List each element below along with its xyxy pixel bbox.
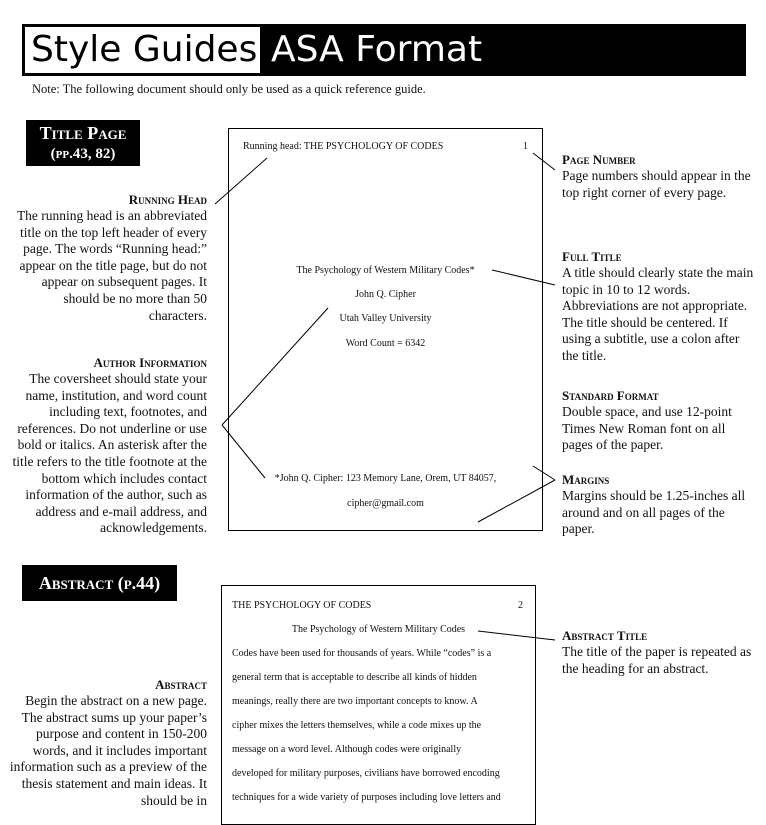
abstract-title-heading: Abstract Title — [562, 628, 648, 643]
margins-body: Margins should be 1.25-inches all around and on all pages of the paper. — [562, 488, 746, 537]
standard-format-body: Double space, and use 12-point Times New Roman font on all pages of the paper. — [562, 404, 732, 453]
abstract-sample-line: general term that is acceptable to describe all kinds of hidden — [232, 672, 477, 683]
running-head-body: The running head is an abbreviated title on the top left header of every page. The words “Running head:” appear on the title page, but do not appear on subsequent pages. It should be no more than 50 characters. — [16, 208, 207, 323]
abstract-title-body: The title of the paper is repeated as the heading for an abstract. — [562, 644, 752, 676]
disclaimer-note: Note: The following document should only be used as a quick reference guide. — [32, 82, 426, 96]
abstract-heading: Abstract — [155, 677, 207, 692]
sample-institution: Utah Valley University — [339, 313, 432, 324]
margins-connector-down — [478, 480, 555, 522]
margins-connector-up — [533, 466, 555, 480]
abstract-section-badge: Abstract (p.44) — [22, 565, 177, 601]
sample-running-head: Running head: THE PSYCHOLOGY OF CODES — [243, 141, 444, 152]
page-number-body: Page numbers should appear in the top right corner of every page. — [562, 168, 751, 200]
abstract-title-connector — [478, 631, 555, 640]
page-number-connector — [533, 153, 555, 170]
abstract-sample-running-head: THE PSYCHOLOGY OF CODES — [232, 600, 372, 611]
style-guides-label: Style Guides — [25, 27, 260, 73]
sample-full-title: The Psychology of Western Military Codes* — [296, 265, 475, 276]
author-information-body: The coversheet should state your name, institution, and word count including text, footnotes, and references. Do not underline or use bold or italics. An asterisk after the title refers to the title footnote at the bottom which includes contact information of the author, such as address and e-mail address, and acknowledgements. — [12, 371, 207, 536]
margins-heading: Margins — [562, 472, 610, 487]
sample-word-count: Word Count = 6342 — [345, 338, 426, 349]
abstract-body: Begin the abstract on a new page. The abstract sums up your paper’s purpose and content in 150-200 words, and it includes important information such as a preview of the thesis statement and main ideas. It should be in — [9, 693, 207, 808]
abstract-sample-line: Codes have been used for thousands of years. While “codes” is a — [232, 648, 492, 659]
abstract-sample-line: developed for military purposes, civilians have borrowed encoding — [232, 768, 500, 779]
abstract-sample-title: The Psychology of Western Military Codes — [291, 624, 466, 635]
abstract-sample-line: cipher mixes the letters themselves, while a code mixes up the — [232, 720, 482, 731]
full-title-connector — [492, 270, 555, 285]
sample-footnote-line2: cipher@gmail.com — [347, 498, 424, 509]
author-information-heading: Author Information — [93, 355, 207, 370]
running-head-connector — [215, 158, 267, 204]
sample-footnote-line1: *John Q. Cipher: 123 Memory Lane, Orem, UT 84057, — [274, 473, 497, 484]
full-title-heading: Full Title — [562, 249, 622, 264]
abstract-sample-line: meanings, really there are two important concepts to know. A — [232, 696, 478, 707]
abstract-sample-line: techniques for a wide variety of purposes including love letters and — [232, 792, 501, 803]
title-page-section-title: Title Page — [39, 123, 127, 143]
abstract-sample-page-number: 2 — [518, 600, 523, 611]
full-title-body: A title should clearly state the main topic in 10 to 12 words. Abbreviations are not appropriate. The title should be centered. If using a subtitle, use a colon after the title. — [562, 265, 754, 363]
abstract-sample-line: message on a word level. Although codes were originally — [232, 744, 462, 755]
author-connector-down — [222, 425, 265, 478]
sample-author: John Q. Cipher — [355, 289, 416, 300]
sample-page-number: 1 — [523, 141, 528, 152]
running-head-heading: Running Head — [128, 192, 207, 207]
standard-format-heading: Standard Format — [562, 388, 659, 403]
page-number-heading: Page Number — [562, 152, 636, 167]
title-page-section-pages: (pp.43, 82) — [50, 146, 116, 162]
author-connector-up — [222, 308, 328, 425]
format-title: ASA Format — [271, 29, 483, 70]
